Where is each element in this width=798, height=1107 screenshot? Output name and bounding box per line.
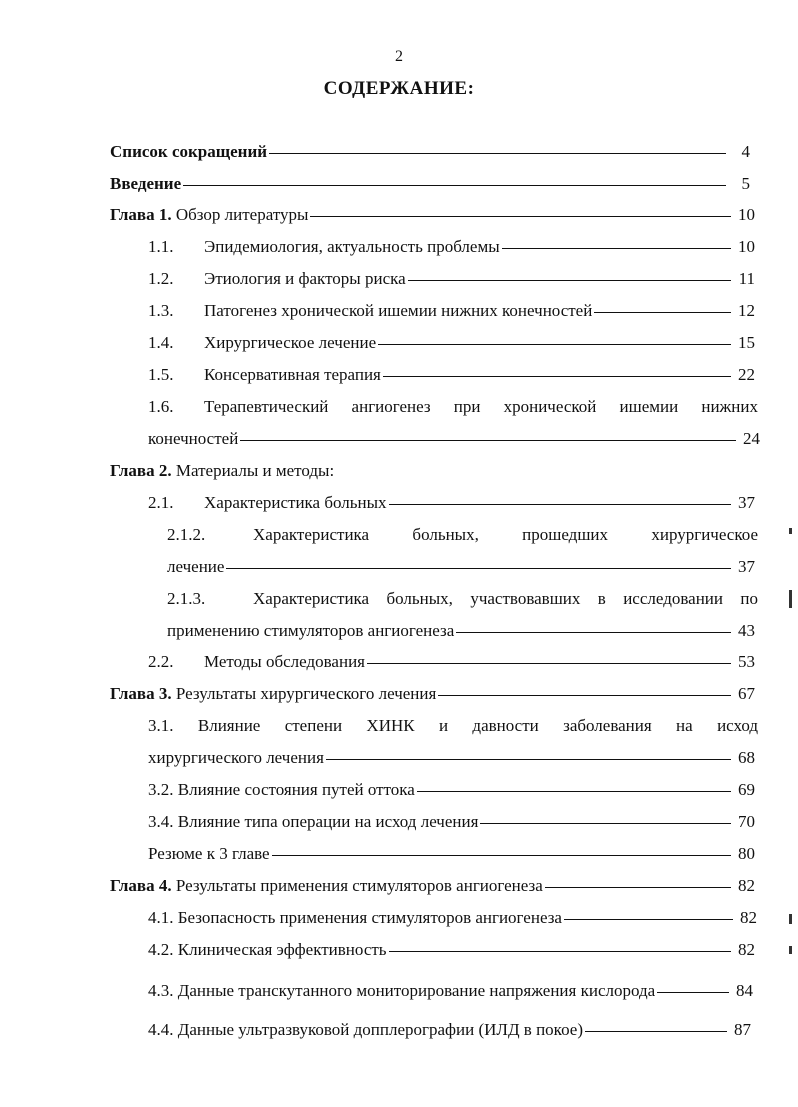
leader-line — [438, 695, 731, 696]
toc-label: Резюме к 3 главе — [148, 844, 270, 863]
toc-entry-chapter-2[interactable] — [110, 460, 750, 482]
toc-label: Материалы и методы: — [171, 461, 335, 480]
toc-page: 69 — [738, 780, 755, 799]
leader-line — [272, 855, 731, 856]
toc-entry-1-2[interactable] — [148, 268, 755, 290]
toc-entry-3-1[interactable] — [148, 715, 758, 737]
leader-line — [389, 951, 731, 952]
toc-entry-abbreviations[interactable] — [110, 141, 750, 163]
section-number: 1.5. — [148, 365, 174, 384]
toc-entry-3-4[interactable] — [148, 811, 755, 833]
leader-line — [378, 344, 731, 345]
toc-label-cont: конечностей — [148, 429, 239, 448]
leader-line — [480, 823, 731, 824]
toc-label-cont: хирургического лечения — [148, 748, 324, 767]
section-number: 1.1. — [148, 237, 174, 256]
scan-mark — [789, 914, 792, 924]
toc-entry-resume-3[interactable] — [148, 843, 755, 865]
toc-label: Методы обследования — [204, 652, 365, 671]
chapter-number: Глава 3. — [110, 684, 172, 703]
toc-page: 37 — [738, 493, 755, 512]
scan-mark — [789, 528, 792, 534]
toc-label: Патогенез хронической ишемии нижних конечностей — [204, 301, 593, 320]
toc-label: Результаты применения стимуляторов ангиогенеза — [171, 876, 543, 895]
toc-page: 15 — [738, 333, 755, 352]
toc-label: Результаты хирургического лечения — [171, 684, 437, 703]
toc-label: 3.4. Влияние типа операции на исход лечения — [148, 812, 479, 831]
section-number: 1.6. — [148, 397, 174, 416]
leader-line — [502, 248, 731, 249]
toc-page: 10 — [738, 205, 755, 224]
leader-line — [657, 992, 729, 993]
toc-label-cont: применению стимуляторов ангиогенеза — [167, 621, 455, 640]
toc-entry-4-4[interactable] — [148, 1019, 751, 1041]
toc-label: Обзор литературы — [171, 205, 309, 224]
toc-page: 10 — [738, 237, 755, 256]
toc-page: 82 — [740, 908, 757, 927]
leader-line — [383, 376, 731, 377]
scan-mark — [789, 946, 792, 954]
leader-line — [240, 440, 736, 441]
leader-line — [226, 568, 731, 569]
chapter-number: Глава 1. — [110, 205, 172, 224]
toc-page: 82 — [738, 940, 755, 959]
toc-page: 22 — [738, 365, 755, 384]
toc-entry-chapter-4[interactable] — [110, 875, 755, 897]
toc-entry-2-1-2-cont[interactable] — [167, 556, 755, 578]
toc-label: 4.2. Клиническая эффективность — [148, 940, 387, 959]
toc-page: 80 — [738, 844, 755, 863]
leader-line — [417, 791, 731, 792]
section-number: 1.2. — [148, 269, 174, 288]
toc-entry-1-6-cont[interactable] — [148, 428, 760, 450]
toc-entry-2-1-2[interactable] — [167, 524, 758, 546]
leader-line — [269, 153, 726, 154]
toc-entry-1-6[interactable] — [148, 396, 758, 418]
toc-entry-chapter-3[interactable] — [110, 683, 755, 705]
toc-entry-chapter-1[interactable] — [110, 204, 755, 226]
page-title: СОДЕРЖАНИЕ: — [323, 78, 475, 99]
toc-page: 12 — [738, 301, 755, 320]
toc-page: 70 — [738, 812, 755, 831]
toc-label: Терапевтический ангиогенез при хронической ишемии нижних — [204, 397, 758, 416]
toc-entry-4-3[interactable] — [148, 980, 753, 1002]
section-number: 2.1. — [148, 493, 174, 512]
toc-label: Характеристика больных, прошедших хирургическое — [253, 525, 758, 544]
toc-label: Хирургическое лечение — [204, 333, 377, 352]
toc-label: 4.3. Данные транскутанного мониторирование напряжения кислорода — [148, 981, 656, 1000]
toc-page: 11 — [738, 269, 755, 288]
toc-entry-1-3[interactable] — [148, 300, 755, 322]
leader-line — [310, 216, 731, 217]
toc-entry-2-1[interactable] — [148, 492, 755, 514]
leader-line — [564, 919, 733, 920]
leader-line — [456, 632, 731, 633]
toc-page: 82 — [738, 876, 755, 895]
toc-label: 3.2. Влияние состояния путей оттока — [148, 780, 415, 799]
toc-label: Характеристика больных, участвовавших в исследовании по — [253, 589, 758, 608]
chapter-number: Глава 4. — [110, 876, 172, 895]
toc-entry-2-1-3[interactable] — [167, 588, 758, 610]
section-number: 2.2. — [148, 652, 174, 671]
toc-entry-2-2[interactable] — [148, 651, 755, 673]
toc-label: Эпидемиология, актуальность проблемы — [204, 237, 500, 256]
toc-label: 4.1. Безопасность применения стимуляторов ангиогенеза — [148, 908, 562, 927]
toc-page: 37 — [738, 557, 755, 576]
toc-entry-introduction[interactable] — [110, 173, 750, 195]
leader-line — [585, 1031, 727, 1032]
toc-page: 24 — [743, 429, 760, 448]
toc-page: 84 — [736, 981, 753, 1000]
toc-label: Характеристика больных — [204, 493, 387, 512]
toc-entry-1-1[interactable] — [148, 236, 755, 258]
section-number: 2.1.2. — [167, 525, 206, 544]
leader-line — [389, 504, 731, 505]
toc-label: 3.1. Влияние степени ХИНК и давности заболевания на исход — [148, 716, 758, 735]
section-number: 2.1.3. — [167, 589, 206, 608]
leader-line — [367, 663, 731, 664]
toc-label: Введение — [110, 174, 182, 193]
toc-entry-3-2[interactable] — [148, 779, 755, 801]
section-number: 1.3. — [148, 301, 174, 320]
toc-page: 53 — [738, 652, 755, 671]
toc-label: Список сокращений — [110, 142, 268, 161]
leader-line — [545, 887, 731, 888]
scan-mark — [789, 590, 792, 608]
page-number: 2 — [395, 48, 403, 65]
leader-line — [594, 312, 731, 313]
toc-page: 87 — [734, 1020, 751, 1039]
leader-line — [326, 759, 731, 760]
toc-entry-3-1-cont[interactable] — [148, 747, 755, 769]
toc-entry-2-1-3-cont[interactable] — [167, 620, 755, 642]
toc-page: 43 — [738, 621, 755, 640]
section-number: 1.4. — [148, 333, 174, 352]
toc-label: Этиология и факторы риска — [204, 269, 406, 288]
toc-page: 67 — [738, 684, 755, 703]
toc-page: 4 — [741, 142, 750, 161]
toc-label: Консервативная терапия — [204, 365, 381, 384]
toc-entry-1-5[interactable] — [148, 364, 755, 386]
toc-page: 5 — [741, 174, 750, 193]
toc-label-cont: лечение — [167, 557, 225, 576]
leader-line — [183, 185, 726, 186]
chapter-number: Глава 2. — [110, 461, 172, 480]
toc-entry-1-4[interactable] — [148, 332, 755, 354]
toc-entry-4-1[interactable] — [148, 907, 757, 929]
leader-line — [408, 280, 731, 281]
toc-page: 68 — [738, 748, 755, 767]
toc-label: 4.4. Данные ультразвуковой допплерографии (ИЛД в покое) — [148, 1020, 583, 1039]
toc-entry-4-2[interactable] — [148, 939, 755, 961]
